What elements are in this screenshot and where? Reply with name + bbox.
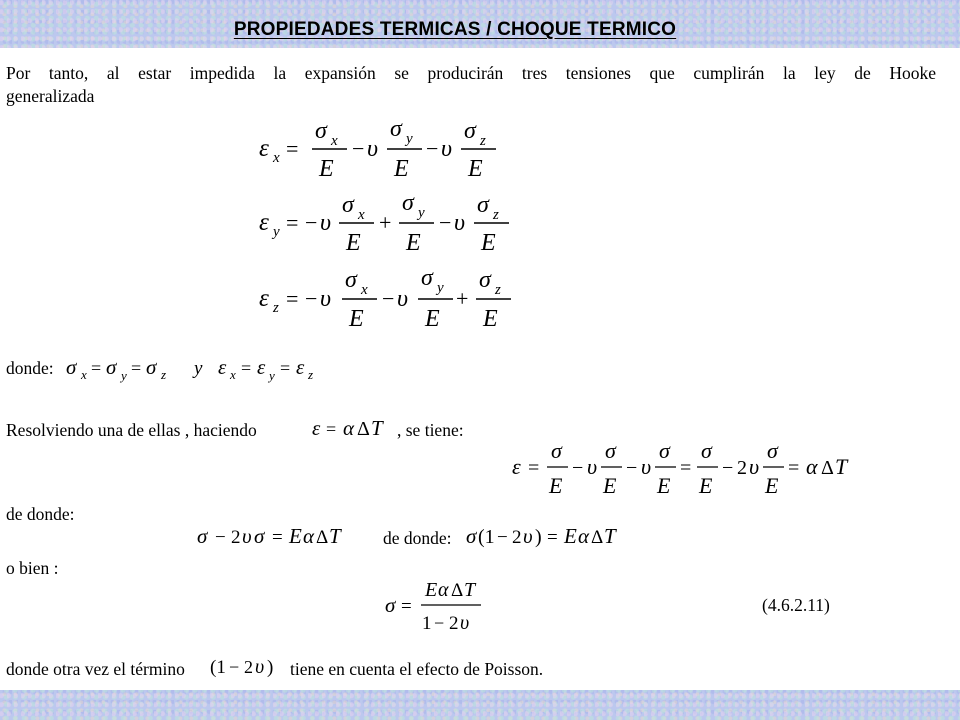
svg-text:=: = bbox=[326, 419, 337, 439]
de-donde-inline-label: de donde: bbox=[383, 528, 452, 548]
svg-text:σ: σ bbox=[106, 355, 117, 379]
svg-text:υ: υ bbox=[454, 210, 466, 236]
svg-text:−: − bbox=[382, 286, 395, 311]
svg-text:−: − bbox=[305, 210, 318, 235]
svg-text:x: x bbox=[81, 367, 87, 382]
svg-text:υ: υ bbox=[441, 136, 453, 162]
svg-text:x: x bbox=[273, 150, 280, 166]
intro-line-1: Por tanto, al estar impedida la expansión se producirán tres tensiones que cumplirán la ley de Hooke bbox=[6, 63, 936, 83]
svg-text:ε: ε bbox=[259, 285, 269, 312]
svg-text:−: − bbox=[434, 613, 445, 633]
svg-text:Δ: Δ bbox=[591, 527, 604, 548]
svg-text:E: E bbox=[564, 524, 577, 548]
svg-text:Δ: Δ bbox=[821, 457, 834, 479]
intro-line-2: generalizada bbox=[6, 86, 95, 106]
svg-text:y: y bbox=[194, 358, 203, 379]
o-bien-label: o bien : bbox=[6, 558, 59, 578]
svg-text:x: x bbox=[361, 282, 368, 298]
svg-text:−: − bbox=[352, 136, 365, 161]
svg-text:υ: υ bbox=[397, 286, 409, 312]
svg-text:σ: σ bbox=[605, 440, 616, 463]
svg-text:E: E bbox=[765, 473, 779, 498]
svg-text:ε: ε bbox=[312, 416, 321, 440]
svg-text:=: = bbox=[286, 210, 299, 235]
svg-text:σ: σ bbox=[701, 440, 712, 463]
svg-text:y: y bbox=[269, 368, 275, 383]
svg-text:−: − bbox=[426, 136, 439, 161]
svg-text:σ: σ bbox=[767, 440, 778, 463]
svg-text:1: 1 bbox=[422, 613, 432, 634]
svg-text:E: E bbox=[468, 156, 483, 182]
svg-text:=: = bbox=[131, 358, 142, 378]
svg-text:ε: ε bbox=[259, 135, 269, 162]
svg-text:=: = bbox=[680, 457, 692, 479]
resolviendo-text: Resolviendo una de ellas , haciendo bbox=[6, 420, 257, 440]
svg-text:E: E bbox=[603, 473, 617, 498]
final-text-b: tiene en cuenta el efecto de Poisson. bbox=[290, 659, 544, 679]
svg-text:E: E bbox=[425, 579, 438, 601]
svg-text:x: x bbox=[331, 133, 338, 149]
svg-text:−: − bbox=[722, 457, 734, 479]
svg-text:σ: σ bbox=[659, 440, 670, 463]
svg-text:E: E bbox=[657, 473, 671, 498]
svg-text:=: = bbox=[241, 358, 252, 378]
svg-text:−: − bbox=[215, 527, 226, 548]
svg-text:−: − bbox=[305, 286, 318, 311]
svg-text:υ: υ bbox=[320, 210, 332, 236]
svg-text:σ: σ bbox=[551, 440, 562, 463]
svg-text:Δ: Δ bbox=[357, 418, 370, 440]
svg-text:Δ: Δ bbox=[451, 580, 464, 601]
svg-text:α: α bbox=[343, 416, 355, 440]
svg-text:T: T bbox=[329, 524, 341, 548]
document-page bbox=[0, 48, 960, 690]
svg-text:+: + bbox=[379, 210, 392, 235]
svg-text:υ: υ bbox=[460, 612, 470, 634]
svg-text:σ: σ bbox=[315, 118, 327, 144]
svg-text:ε: ε bbox=[259, 209, 269, 236]
page-title: PROPIEDADES TERMICAS / CHOQUE TERMICO bbox=[233, 19, 677, 40]
svg-text:σ: σ bbox=[477, 192, 489, 218]
svg-text:υ: υ bbox=[320, 286, 332, 312]
se-tiene-text: , se tiene: bbox=[397, 420, 464, 440]
svg-text:x: x bbox=[230, 367, 236, 382]
svg-text:σ: σ bbox=[146, 355, 157, 379]
svg-text:υ: υ bbox=[749, 454, 760, 479]
svg-text:=: = bbox=[547, 527, 558, 548]
svg-text:=: = bbox=[272, 527, 283, 548]
svg-text:): ) bbox=[267, 657, 274, 678]
svg-text:T: T bbox=[464, 579, 476, 601]
svg-text:σ: σ bbox=[66, 355, 77, 379]
svg-text:E: E bbox=[699, 473, 713, 498]
svg-text:−: − bbox=[572, 457, 584, 479]
svg-text:x: x bbox=[358, 207, 365, 223]
svg-text:2: 2 bbox=[244, 657, 253, 677]
equation-sigma-factored bbox=[464, 520, 634, 552]
svg-text:y: y bbox=[273, 224, 280, 240]
svg-text:E: E bbox=[319, 156, 334, 182]
svg-text:−: − bbox=[439, 210, 452, 235]
equation-epsilon-x bbox=[255, 116, 515, 182]
svg-text:y: y bbox=[437, 280, 444, 296]
donde-label: donde: bbox=[6, 358, 54, 378]
svg-text:υ: υ bbox=[641, 454, 652, 479]
svg-text:α: α bbox=[303, 524, 315, 548]
svg-text:ε: ε bbox=[512, 454, 521, 479]
svg-text:σ: σ bbox=[390, 116, 402, 142]
equation-epsilon-y bbox=[255, 188, 525, 256]
svg-text:+: + bbox=[456, 286, 469, 311]
svg-text:E: E bbox=[425, 306, 440, 332]
svg-text:σ: σ bbox=[479, 267, 491, 293]
svg-text:z: z bbox=[308, 367, 314, 382]
svg-text:σ: σ bbox=[385, 593, 396, 617]
svg-text:σ: σ bbox=[197, 524, 208, 548]
svg-text:−: − bbox=[626, 457, 638, 479]
svg-text:E: E bbox=[549, 473, 563, 498]
svg-text:−: − bbox=[229, 657, 240, 677]
svg-text:υ: υ bbox=[367, 136, 379, 162]
svg-text:α: α bbox=[438, 579, 449, 601]
svg-text:E: E bbox=[289, 524, 302, 548]
equation-epsilon-alpha-dt bbox=[310, 412, 400, 444]
svg-text:E: E bbox=[406, 230, 421, 256]
svg-text:υ: υ bbox=[587, 454, 598, 479]
svg-text:T: T bbox=[835, 454, 848, 479]
svg-text:y: y bbox=[406, 131, 413, 147]
svg-text:2: 2 bbox=[737, 457, 747, 479]
svg-text:y: y bbox=[418, 205, 425, 221]
svg-text:(1: (1 bbox=[210, 657, 226, 678]
svg-text:2: 2 bbox=[449, 613, 459, 634]
svg-text:=: = bbox=[91, 358, 102, 378]
svg-text:=: = bbox=[788, 457, 800, 479]
svg-text:υ: υ bbox=[242, 524, 252, 548]
svg-text:z: z bbox=[161, 367, 167, 382]
svg-text:E: E bbox=[346, 230, 361, 256]
equation-epsilon-z bbox=[255, 262, 525, 332]
equation-one-minus-2nu bbox=[208, 651, 284, 681]
svg-text:(1: (1 bbox=[478, 526, 495, 548]
svg-text:T: T bbox=[604, 524, 616, 548]
svg-text:σ: σ bbox=[254, 524, 265, 548]
svg-text:z: z bbox=[273, 300, 279, 316]
equation-number: (4.6.2.11) bbox=[762, 595, 830, 615]
svg-text:σ: σ bbox=[421, 265, 433, 291]
svg-text:σ: σ bbox=[342, 192, 354, 218]
svg-text:=: = bbox=[280, 358, 291, 378]
svg-text:σ: σ bbox=[402, 190, 414, 216]
svg-text:z: z bbox=[480, 133, 486, 149]
svg-text:σ: σ bbox=[345, 267, 357, 293]
equation-equalities bbox=[64, 350, 334, 386]
svg-text:σ: σ bbox=[464, 118, 476, 144]
svg-text:α: α bbox=[806, 454, 818, 479]
svg-text:E: E bbox=[481, 230, 496, 256]
de-donde-label: de donde: bbox=[6, 504, 75, 524]
svg-text:=: = bbox=[401, 596, 412, 617]
equation-final-sigma bbox=[383, 576, 503, 638]
svg-text:α: α bbox=[578, 524, 590, 548]
svg-text:υ: υ bbox=[255, 656, 265, 678]
svg-text:T: T bbox=[371, 416, 383, 440]
svg-text:σ: σ bbox=[466, 524, 477, 548]
svg-text:ε: ε bbox=[257, 355, 266, 379]
svg-text:ε: ε bbox=[296, 355, 305, 379]
svg-text:E: E bbox=[483, 306, 498, 332]
final-text-a: donde otra vez el término bbox=[6, 659, 185, 679]
svg-text:=: = bbox=[286, 286, 299, 311]
svg-text:υ: υ bbox=[523, 524, 533, 548]
svg-text:2: 2 bbox=[231, 527, 241, 548]
svg-text:2: 2 bbox=[512, 527, 522, 548]
svg-text:=: = bbox=[528, 457, 540, 479]
svg-text:=: = bbox=[286, 136, 299, 161]
svg-text:−: − bbox=[497, 527, 508, 548]
svg-text:Δ: Δ bbox=[316, 527, 329, 548]
svg-text:E: E bbox=[349, 306, 364, 332]
svg-text:z: z bbox=[493, 207, 499, 223]
equation-sigma-relation bbox=[195, 520, 355, 552]
svg-text:E: E bbox=[394, 156, 409, 182]
equation-resolved bbox=[510, 440, 860, 502]
svg-text:ε: ε bbox=[218, 355, 227, 379]
svg-text:z: z bbox=[495, 282, 501, 298]
svg-text:): ) bbox=[535, 526, 542, 548]
svg-text:y: y bbox=[121, 368, 127, 383]
